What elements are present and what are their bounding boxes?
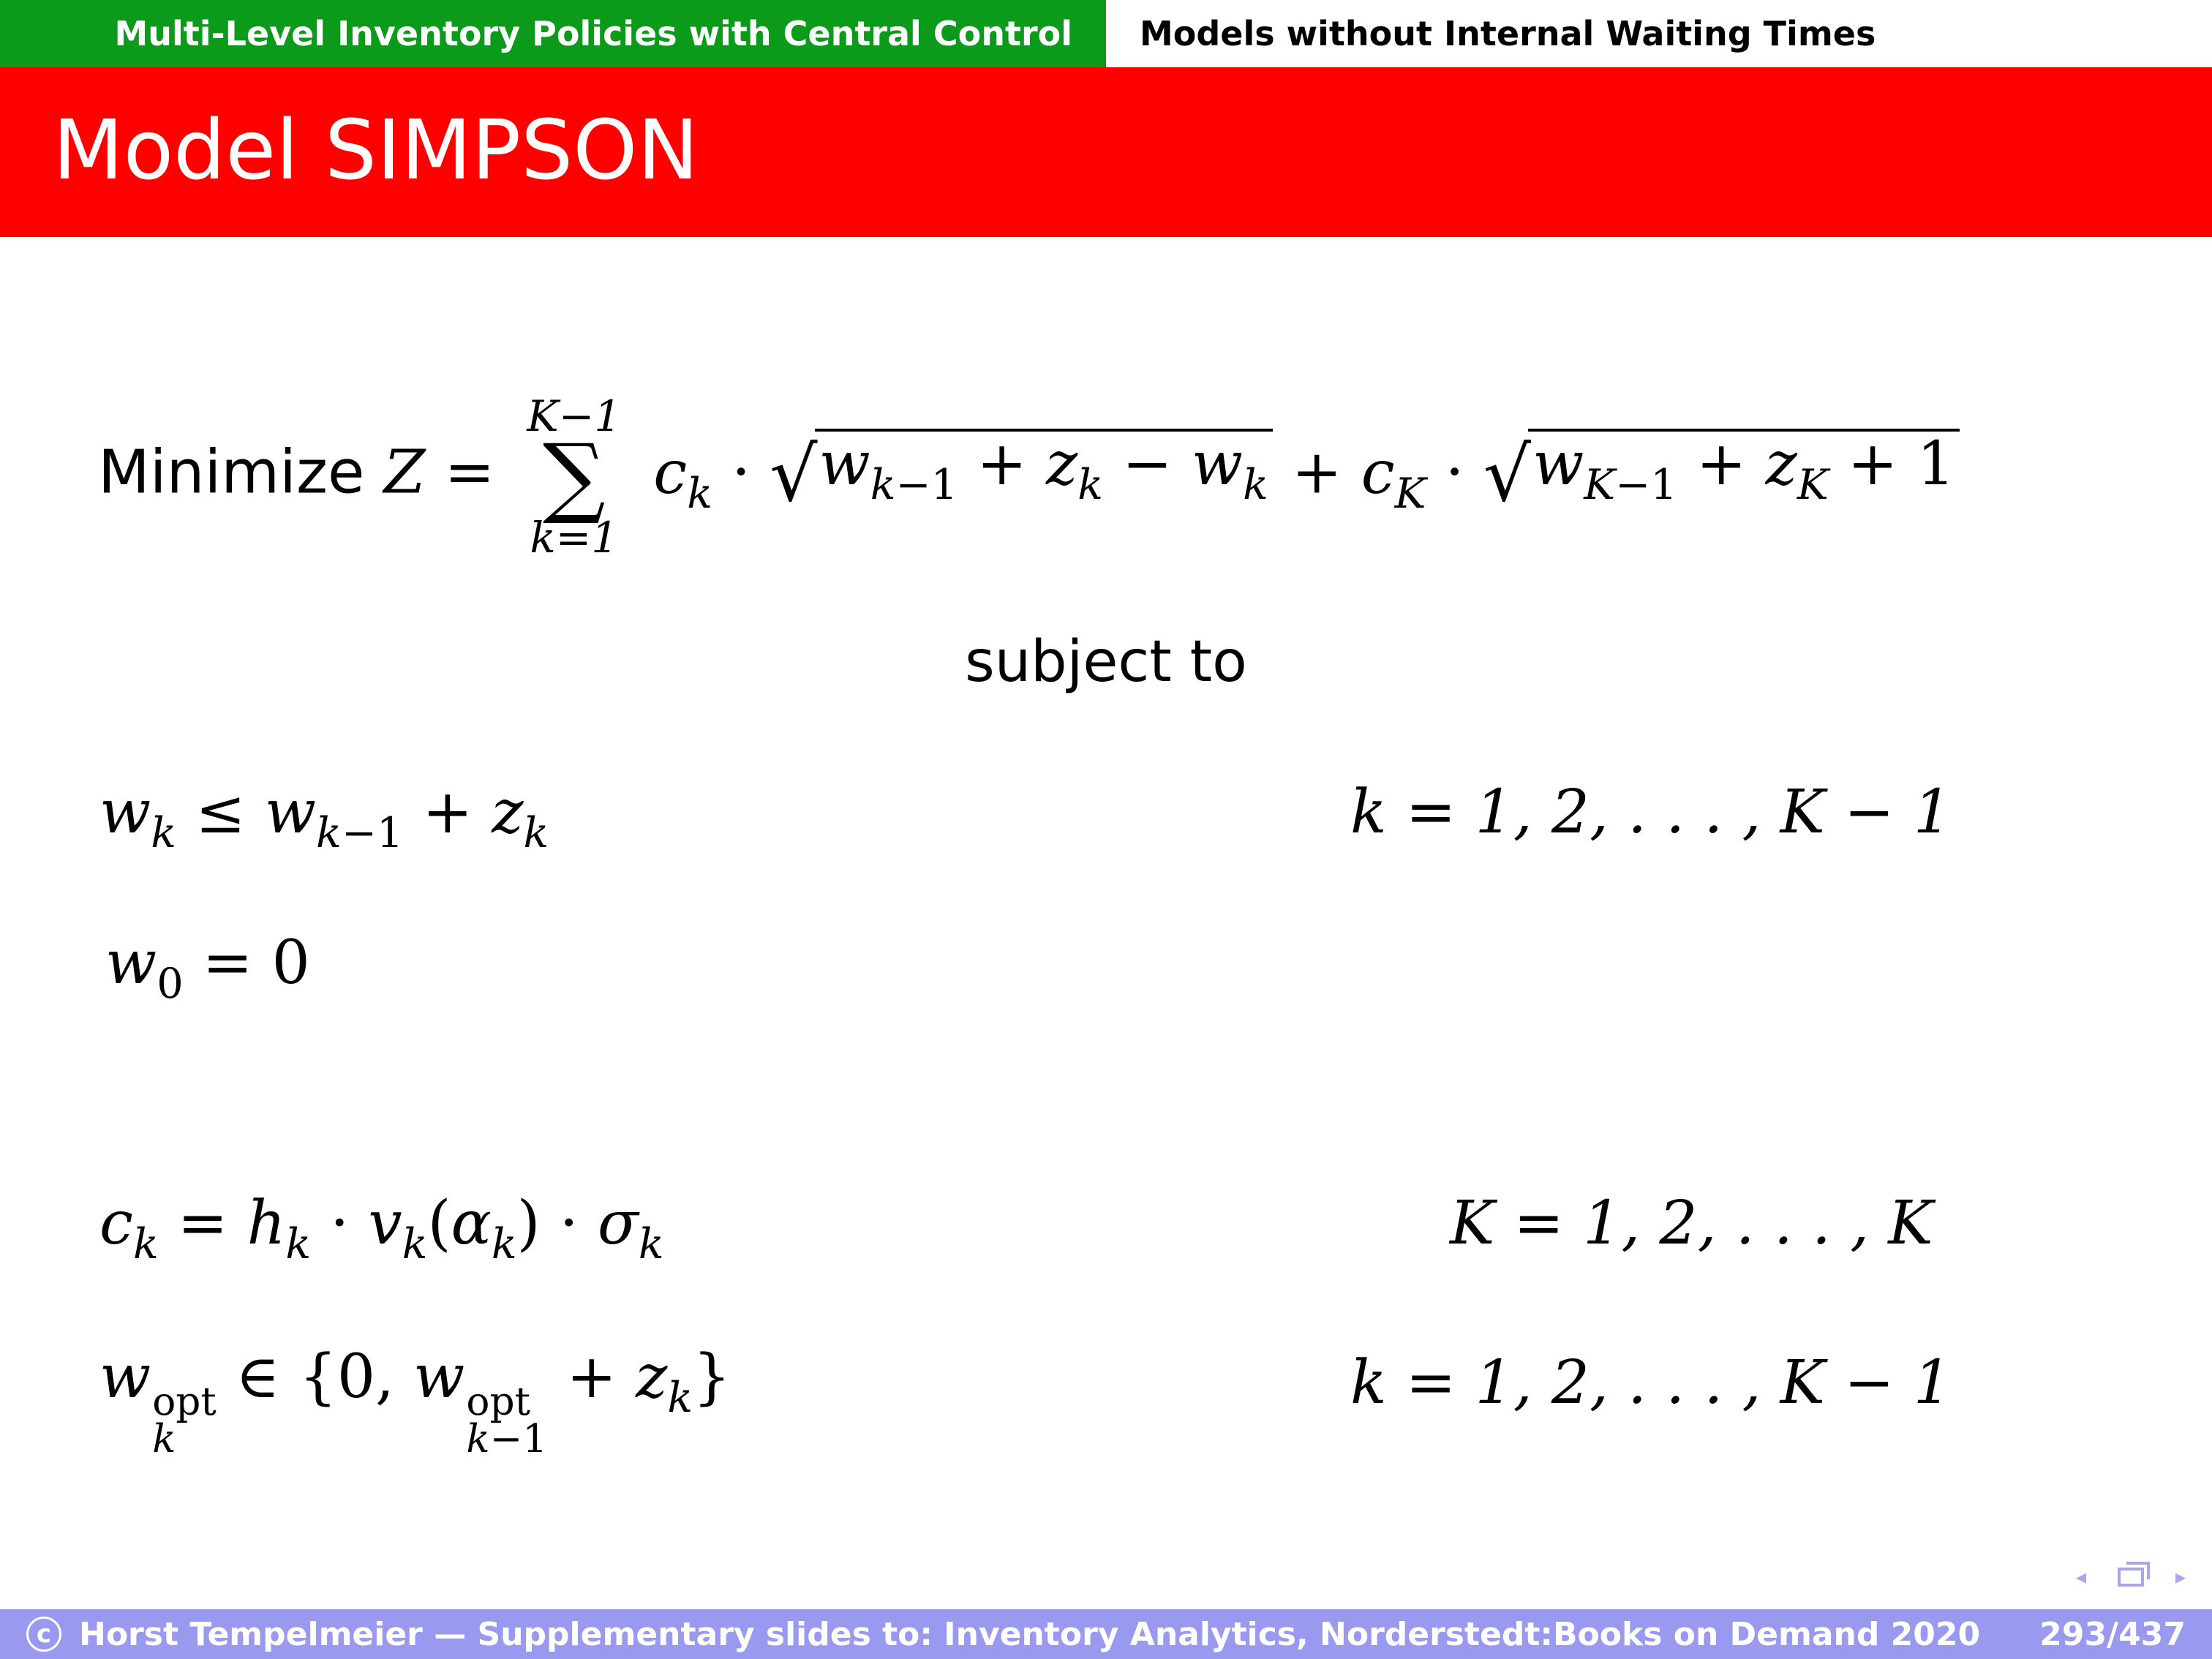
footer-bar: [0, 1609, 2212, 1659]
subsection-label: Models without Internal Waiting Times: [1140, 14, 1876, 53]
arrow-left-icon[interactable]: ◂: [2076, 1565, 2087, 1589]
subsection-link[interactable]: [1106, 0, 2212, 67]
constraint-3-range: K = 1, 2, . . . , K: [1450, 1189, 1933, 1258]
slide-title: Model SIMPSON: [53, 103, 699, 198]
footer-credit: Horst Tempelmeier — Supplementary slides to: Inventory Analytics, Norderstedt:Books on Demand 2020: [79, 1615, 1981, 1653]
sum-upper-limit: K−1: [527, 391, 622, 441]
constraint-4-range: k = 1, 2, . . . , K − 1: [1350, 1348, 1952, 1418]
copyright-icon: c: [26, 1617, 61, 1652]
section-link[interactable]: [0, 0, 1106, 67]
constraint-4: w opt k ∈ {0, w opt k−1 + $z_k$}: [99, 1342, 731, 1462]
objective-function: Minimize Z = K−1 ∑ k=1 $c_k$ · √ $w_{k-1} + z_k - w_k$ + $c_K$ · √ $w_{K-1} + z_K + 1$: [98, 395, 1960, 559]
sqrt-term-2: √ $w_{K-1} + z_K + 1$: [1483, 429, 1960, 505]
constraint-1: $w_k \le w_{k-1} + z_k$: [99, 778, 549, 858]
constraint-1-range: k = 1, 2, . . . , K − 1: [1350, 778, 1952, 847]
summation: K−1 ∑ k=1: [527, 391, 622, 563]
section-label: Multi-Level Inventory Policies with Central Control: [114, 14, 1072, 53]
arrow-right-icon[interactable]: ▸: [2175, 1565, 2186, 1589]
sqrt-term-1: √ $w_{k-1} + z_k - w_k$: [770, 429, 1273, 505]
subject-to-label: subject to: [965, 629, 1247, 695]
sum-lower-limit: k=1: [530, 513, 619, 563]
objective-variable: Z: [383, 437, 426, 508]
constraint-2: $w_0 = 0$: [105, 928, 310, 1009]
top-navigation: [0, 0, 2212, 67]
navigation-symbols: [2076, 1562, 2186, 1592]
page-number: 293/437: [2039, 1615, 2186, 1653]
constraint-3: $c_k = h_k \cdot v_k(\alpha_k) \cdot \sigma_k$: [99, 1189, 664, 1269]
frame-icon[interactable]: [2118, 1568, 2144, 1587]
minimize-label: Minimize: [98, 437, 365, 508]
